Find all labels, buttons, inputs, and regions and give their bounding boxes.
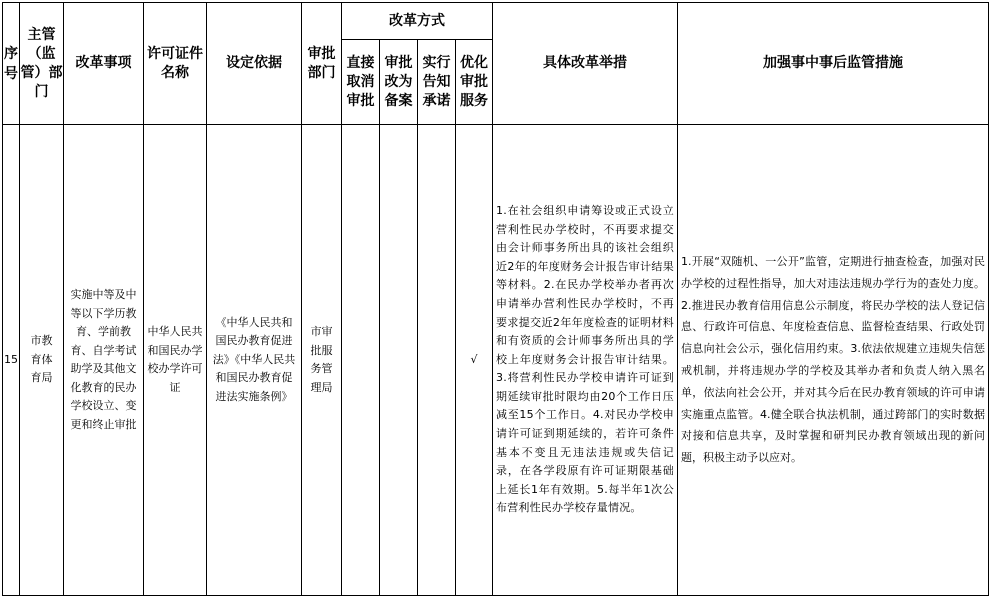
table-row <box>3 125 989 596</box>
cell-item-text: 实施中等及中等以下学历教育、学前教育、自学考试助学及其他文化教育的民办学校设立、变更和终止审批 <box>70 288 137 431</box>
cell-supervision <box>678 125 989 596</box>
cell-method-filing <box>380 125 418 596</box>
header-method-commitment: 实行告知承诺 <box>418 40 456 125</box>
reform-table <box>2 2 989 596</box>
header-method-optimize: 优化审批服务 <box>456 40 493 125</box>
cell-seq: 15 <box>3 125 20 596</box>
cell-method-optimize: √ <box>456 125 493 596</box>
cell-license <box>144 125 207 596</box>
cell-dept-text: 市教育体育局 <box>30 334 53 385</box>
cell-approval <box>302 125 342 596</box>
header-row-top <box>3 3 989 40</box>
header-method-group: 改革方式 <box>342 3 493 40</box>
cell-item <box>64 125 144 596</box>
cell-dept <box>20 125 64 596</box>
header-method-filing: 审批改为备案 <box>380 40 418 125</box>
cell-basis-text: 《中华人民共和国民办教育促进法》《中华人民共和国民办教育促进法实施条例》 <box>212 315 296 403</box>
measures-text: 1.在社会组织申请筹设或正式设立营利性民办学校时，不再要求提交由会计师事务所出具的该社会组织近2年的年度财务会计报告审计结果等材料。2.在民办学校举办者再次申请举办营利性民办学校时，不再要求提交近2年年度检查的证明材料和有资质的会计师事务所出具的学校上年度财务会计报告审计结果。3.将营利性民办学校申请许可证到期延续审批时限均由20个工作日压减至15个工作日。4.对民办学校申请许可证到期延续的，若许可条件基本不变且无违法违规或失信记录，在各学段原有许可证期限基础上延长1年有效期。5.每半年1次公布营利性民办学校存量情况。 <box>496 203 674 515</box>
cell-basis <box>207 125 302 596</box>
header-item: 改革事项 <box>64 3 144 125</box>
supervision-text: 1.开展“双随机、一公开”监管，定期进行抽查检查，加强对民办学校的过程性指导，加大对违法违规办学行为的查处力度。2.推进民办教育信用信息公示制度，将民办学校的法人登记信息、行政许可信息、年度检查信息、监督检查结果、行政处罚信息向社会公示，强化信用约束。3.依法依规建立违规失信惩戒机制，并将违规办学的学校及其举办者和负责人纳入黑名单，依法向社会公开，并对其今后在民办教育领域的许可申请实施重点监管。4.健全联合执法机制，通过跨部门的实时数据对接和信息共享，及时掌握和研判民办教育领域出现的新问题，积极主动予以应对。 <box>681 255 985 465</box>
header-seq: 序号 <box>3 3 20 125</box>
header-measures: 具体改革举措 <box>493 3 678 125</box>
header-dept: 主管（监管）部门 <box>20 3 64 125</box>
cell-approval-text: 市审批服务管理局 <box>310 325 333 394</box>
cell-measures <box>493 125 678 596</box>
header-license: 许可证件名称 <box>144 3 207 125</box>
cell-method-cancel <box>342 125 380 596</box>
cell-method-commitment <box>418 125 456 596</box>
header-method-cancel: 直接取消审批 <box>342 40 380 125</box>
header-basis: 设定依据 <box>207 3 302 125</box>
header-approval: 审批部门 <box>302 3 342 125</box>
cell-license-text: 中华人民共和国民办学校办学许可证 <box>147 325 203 394</box>
header-supervision: 加强事中事后监管措施 <box>678 3 989 125</box>
